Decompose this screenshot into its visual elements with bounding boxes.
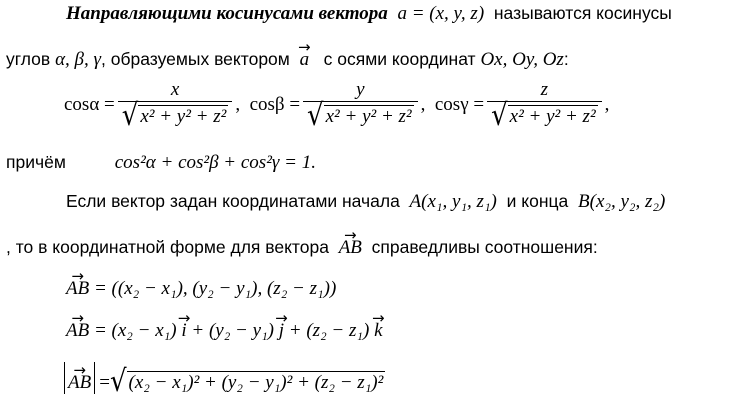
radicand: x² + y² + z²: [509, 106, 596, 127]
radical-sign-icon: √: [121, 98, 139, 134]
angles-alpha-beta-gamma: α, β, γ: [55, 49, 101, 70]
identity-line: [6, 151, 316, 174]
numerator-z: z: [540, 79, 549, 100]
text-relations-hold: справедливы соотношения:: [371, 237, 598, 257]
radical-sign-icon: √: [307, 98, 324, 134]
fraction-cos-alpha: [118, 79, 233, 134]
square-root: [109, 364, 385, 400]
axes-ox-oy-oz: Ox, Oy, Oz: [480, 49, 564, 70]
vector-ab-symbol: → AB: [68, 372, 91, 394]
text-prichem: причём: [6, 152, 66, 172]
term-y-difference: + (y₂ − y₁): [191, 320, 274, 341]
cos-gamma-label: cosγ =: [434, 94, 485, 115]
text-are-called-cosines: называются косинусы: [493, 3, 672, 23]
vector-ab-symbol: → AB: [66, 278, 89, 300]
cos-alpha-label: cosα =: [64, 94, 115, 115]
equals-sign: =: [99, 372, 110, 393]
paragraph-direction-cosines-definition: [66, 2, 672, 25]
radicand-length: (x₂ − x₁)² + (y₂ − y₁)² + (z₂ − z₁)²: [128, 372, 384, 393]
denominator: [303, 98, 418, 134]
paragraph-start-end-points: [66, 190, 665, 213]
text-angles: углов: [6, 49, 51, 69]
paragraph-angles: [6, 48, 569, 71]
term-x-difference: = (x₂ − x₁): [93, 320, 177, 341]
equation-ab-length: [64, 362, 385, 400]
text-formed-by-vector: , образуемых вектором: [101, 49, 290, 69]
text-with-coordinate-axes: с осями координат: [323, 49, 476, 69]
text-and-end: и конца: [506, 191, 569, 211]
radicand: x² + y² + z²: [325, 106, 412, 127]
numerator-x: x: [170, 79, 180, 100]
unit-vector-j: → j: [279, 320, 284, 342]
cos-beta-label: cosβ =: [249, 94, 301, 115]
paragraph-coordinate-form: [6, 236, 598, 259]
equation-ab-coordinates: [66, 278, 336, 300]
denominator: [118, 98, 233, 134]
vector-a-symbol: → a: [300, 49, 310, 71]
text-in-coordinate-form: , то в координатной форме для вектора: [6, 237, 329, 257]
square-root: [491, 98, 598, 134]
unit-vector-i: → i: [181, 320, 186, 342]
comma: ,: [420, 94, 426, 115]
fraction-cos-beta: [303, 79, 418, 134]
colon: :: [563, 49, 569, 69]
cosine-squares-identity: cos²α + cos²β + cos²γ = 1.: [114, 152, 316, 173]
ab-coordinates-rhs: = ((x₂ − x₁), (y₂ − y₁), (z₂ − z₁)): [93, 278, 337, 299]
radicand: x² + y² + z²: [140, 106, 227, 127]
term-direction-cosines: Направляющими косинусами вектора: [66, 3, 388, 24]
text-if-vector-given: Если вектор задан координатами начала: [66, 191, 400, 211]
comma: ,: [235, 94, 241, 115]
denominator: [487, 98, 602, 134]
square-root: [307, 98, 414, 134]
absolute-value: [64, 362, 95, 394]
term-z-difference: + (z₂ − z₁): [288, 320, 370, 341]
vector-ab-symbol: → AB: [339, 237, 362, 259]
vector-a-coordinates: a = (x, y, z): [397, 3, 485, 24]
vector-ab-symbol: → AB: [66, 320, 89, 342]
unit-vector-k: → k: [374, 320, 382, 342]
point-a-coordinates: A(x₁, y₁, z₁): [409, 191, 497, 212]
point-b-coordinates: B(x₂, y₂, z₂): [578, 191, 666, 212]
fraction-cos-gamma: [487, 79, 602, 134]
numerator-y: y: [356, 79, 365, 100]
direction-cosines-formulas: [64, 79, 610, 134]
comma: ,: [604, 94, 610, 115]
square-root: [121, 98, 229, 134]
equation-ab-unit-vectors: [66, 320, 383, 342]
radical-sign-icon: √: [491, 98, 508, 134]
radical-sign-icon: √: [109, 364, 127, 400]
